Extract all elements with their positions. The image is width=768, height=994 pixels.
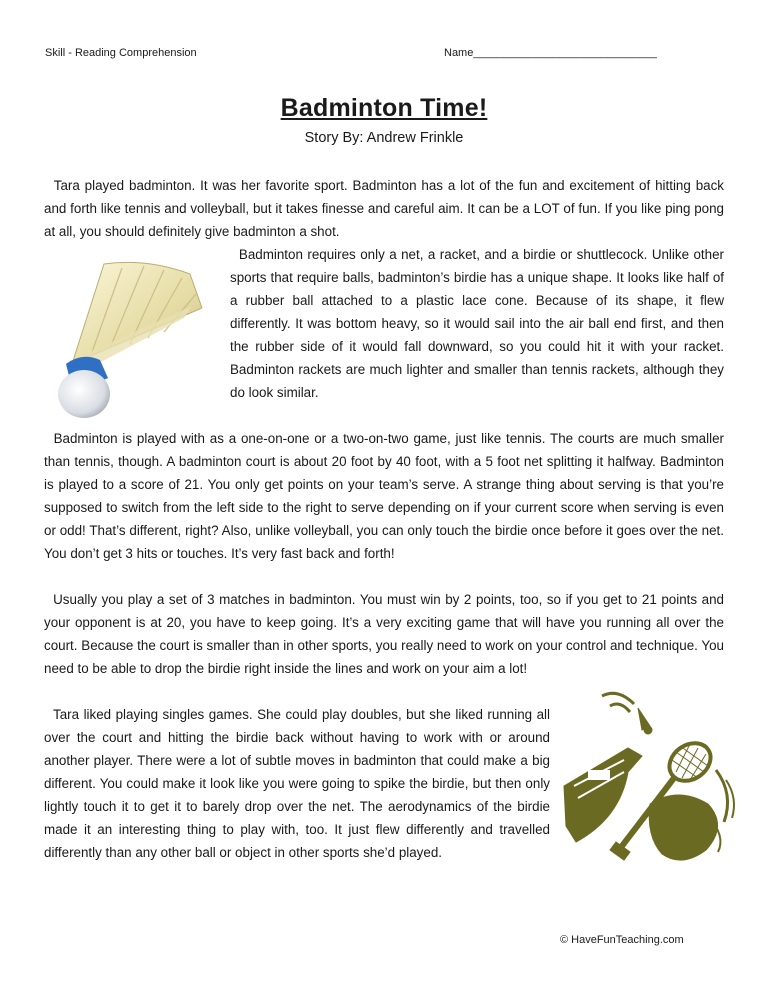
paragraph-4	[44, 588, 724, 680]
paragraph-5	[44, 703, 550, 864]
story-title: Badminton Time!	[280, 94, 488, 122]
paragraph-1	[44, 174, 724, 243]
name-field: Name______________________________	[444, 47, 657, 59]
paragraph-1-text: Tara played badminton. It was her favorite sport. Badminton has a lot of the fun and excitement of hitting back and forth like tennis and volleyball, but it takes finesse and careful aim. It can be a LOT of fun. If you like ping pong at all, you should definitely give badminton a shot.	[44, 178, 724, 239]
story-byline: Story By: Andrew Frinkle	[304, 130, 464, 146]
paragraph-2	[230, 243, 724, 404]
shuttlecock-image	[52, 256, 222, 426]
skill-label: Skill - Reading Comprehension	[45, 47, 197, 59]
paragraph-5-text: Tara liked playing singles games. She could play doubles, but she liked running all over the court and hitting the birdie back without having to work with or around another player. There were a lot of subtle moves in badminton that could make a big different. You could make it look like you were going to spike the birdie, but then only lightly touch it to get it to barely drop over the net. The aerodynamics of the birdie made it an interesting thing to play with, too. It just flew differently and travelled differently than any other ball or object in other sports she’d played.	[44, 707, 550, 860]
paragraph-4-text: Usually you play a set of 3 matches in badminton. You must win by 2 points, too, so if you get to 21 points and your opponent is at 20, you have to keep going. It’s a very exciting game that will have you running all over the court. Because the court is smaller than in other sports, you really need to work on your control and technique. You need to be able to drop the birdie right inside the lines and work on your aim a lot!	[44, 592, 724, 676]
paragraph-2-text: Badminton requires only a net, a racket, and a birdie or shuttlecock. Unlike other sports that require balls, badminton’s birdie has a unique shape. It looks like half of a rubber ball attached to a plastic lace cone. Because of its shape, it flew differently. It was bottom heavy, so it would sail into the air ball end first, and then the rubber side of it would fall downward, so you could hit it with your racket. Badminton rackets are much lighter and smaller than tennis rackets, although they do look similar.	[230, 247, 724, 400]
copyright-footer: © HaveFunTeaching.com	[560, 934, 684, 946]
paragraph-3	[44, 427, 724, 565]
paragraph-3-text: Badminton is played with as a one-on-one or a two-on-two game, just like tennis. The courts are much smaller than tennis, though. A badminton court is about 20 foot by 40 foot, with a 5 foot net splitting it halfway. Badminton is played to a score of 21. You only get points on your team’s serve. A strange thing about serving is that you’re supposed to switch from the left side to the right to serve depending on if your current score when serving is even or odd! That’s different, right? Also, unlike volleyball, you can only touch the birdie once before it goes over the net. You don’t get 3 hits or touches. It’s very fast back and forth!	[44, 431, 724, 561]
badminton-clipart	[558, 686, 740, 870]
